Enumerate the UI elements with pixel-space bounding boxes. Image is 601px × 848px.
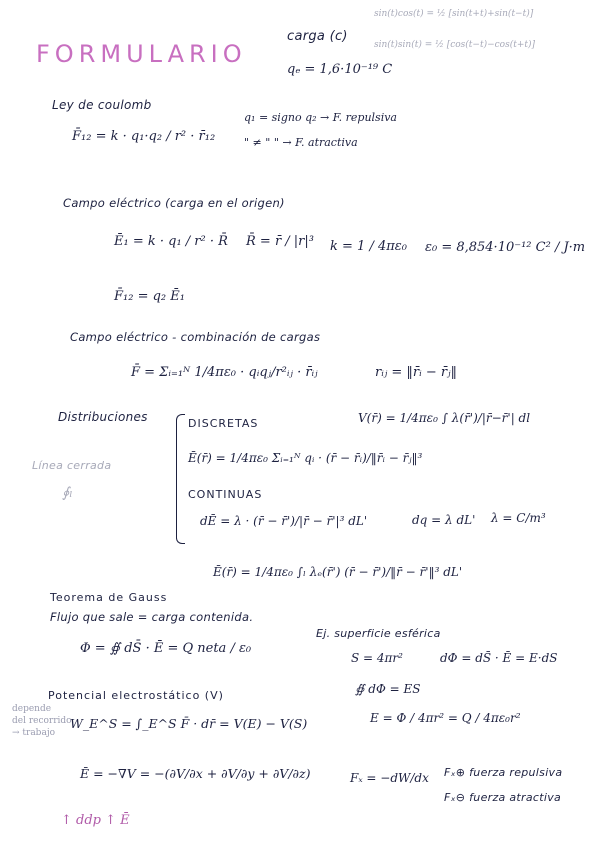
continuas-label: CONTINUAS: [188, 488, 263, 501]
gauss-heading: Teorema de Gauss: [50, 591, 168, 604]
coulomb-rule-attractive: " ≠ " " → F. atractiva: [244, 136, 358, 149]
gauss-example-field: E = Φ / 4πr² = Q / 4πε₀r²: [370, 711, 521, 725]
linea-cerrada-symbol: ∮ₗ: [62, 485, 73, 501]
potencial-work-formula: W_E^S = ∫_E^S F̄ · dr̄ = V(E) − V(S): [70, 716, 308, 731]
discretas-label: DISCRETAS: [188, 417, 259, 430]
campo-formula-epsilon: ε₀ = 8,854·10⁻¹² C² / J·m: [425, 240, 586, 255]
potencial-gradient-formula: Ē = −∇V = −(∂V/∂x + ∂V/∂y + ∂V/∂z): [80, 766, 311, 781]
combinacion-heading: Campo eléctrico - combinación de cargas: [70, 330, 321, 344]
distribuciones-bracket: [176, 414, 185, 544]
gauss-formula: Φ = ∯ dS̄ · Ē = Q neta / ε₀: [80, 641, 252, 656]
coulomb-heading: Ley de coulomb: [52, 98, 152, 112]
combinacion-formula-distance: rᵢⱼ = ‖r̄ᵢ − r̄ⱼ‖: [375, 365, 458, 380]
campo-formula-unit-vector: R̄ = r̄ / |r|³: [246, 234, 314, 249]
distribuciones-heading: Distribuciones: [58, 410, 148, 424]
coulomb-rule-repulsive: q₁ = signo q₂ → F. repulsiva: [244, 111, 397, 124]
potencial-force-repulsive: Fₓ⊕ fuerza repulsiva: [444, 766, 563, 779]
combinacion-formula-sum: F̄ = Σᵢ₌₁ᴺ 1/4πε₀ · qᵢqⱼ/r²ᵢⱼ · r̄ᵢⱼ: [131, 365, 318, 380]
trig-identity-2: sin(t)sin(t) = ½ [cos(t−t)−cos(t+t)]: [374, 40, 536, 50]
linea-cerrada-note: Línea cerrada: [32, 459, 112, 472]
page-title: FORMULARIO: [36, 40, 247, 68]
trig-identity-1: sin(t)cos(t) = ½ [sin(t+t)+sin(t−t)]: [374, 9, 534, 19]
potencial-heading: Potencial electrostático (V): [48, 689, 224, 702]
dq-formula: dq = λ dL': [412, 513, 476, 527]
carga-value: qₑ = 1,6·10⁻¹⁹ C: [287, 62, 393, 77]
coulomb-formula: F̄₁₂ = k · q₁·q₂ / r² · r̄₁₂: [72, 129, 216, 144]
campo-heading: Campo eléctrico (carga en el origen): [63, 196, 285, 210]
carga-label: carga (c): [287, 29, 348, 44]
integral-formula: Ē(r̄) = 1/4πε₀ ∫ₗ λₑ(r̄') (r̄ − r̄')/‖r̄ − r̄'‖³ dL': [213, 565, 463, 579]
potencial-integral: V(r̄) = 1/4πε₀ ∫ λ(r̄')/|r̄−r̄'| dl: [358, 411, 531, 425]
campo-formula-k: k = 1 / 4πε₀: [330, 239, 407, 254]
campo-formula-force: F̄₁₂ = q₂ Ē₁: [114, 289, 185, 304]
gauss-example-heading: Ej. superficie esférica: [316, 627, 441, 640]
gauss-example-flux: dΦ = dS̄ · Ē = E·dS: [440, 651, 558, 665]
potencial-force-attractive: Fₓ⊖ fuerza atractiva: [444, 791, 562, 804]
potencial-side-note-1: depende: [12, 704, 52, 714]
continua-formula: dĒ = λ · (r̄ − r̄')/|r̄ − r̄'|³ dL': [200, 514, 368, 528]
discreta-formula: Ē(r̄) = 1/4πε₀ Σᵢ₌₁ᴺ qᵢ · (r̄ − r̄ᵢ)/‖r̄ᵢ − r̄ⱼ‖³: [188, 451, 423, 465]
lambda-units: λ = C/m³: [491, 511, 546, 525]
campo-formula-field: Ē₁ = k · q₁ / r² · R̄: [114, 234, 228, 249]
potencial-side-note-3: → trabajo: [12, 728, 56, 738]
ddp-footer: ↑ ddp ↑ Ē: [61, 813, 130, 828]
gauss-example-surface: S = 4πr²: [351, 651, 403, 665]
potencial-force-formula: Fₓ = −dW/dx: [350, 771, 429, 785]
gauss-subheading: Flujo que sale = carga contenida.: [50, 610, 254, 624]
potencial-side-note-2: del recorrido: [12, 716, 72, 726]
gauss-example-integral: ∯ dΦ = ES: [355, 682, 421, 696]
